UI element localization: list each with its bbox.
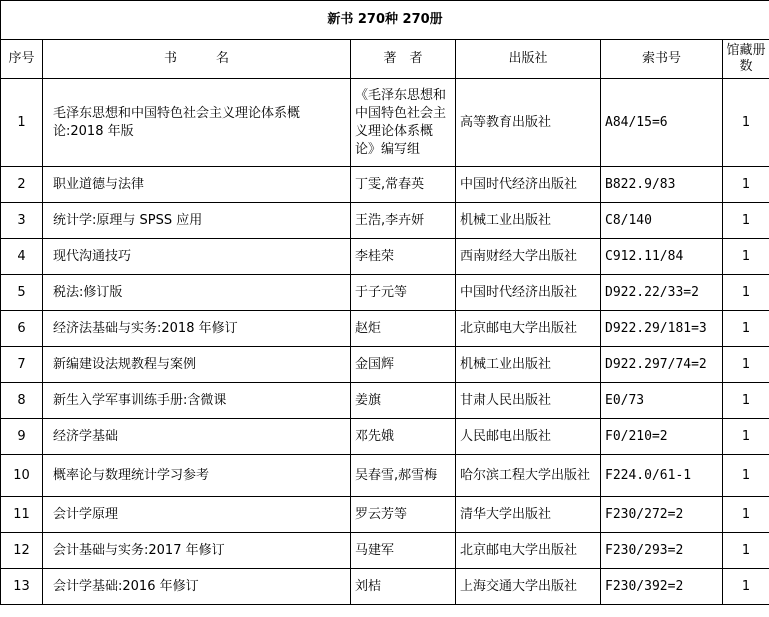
call-number: B822.9/83 (601, 167, 723, 203)
call-number: F230/293=2 (601, 533, 723, 569)
copies-count: 1 (723, 239, 769, 275)
call-number: D922.22/33=2 (601, 275, 723, 311)
book-publisher: 人民邮电出版社 (456, 419, 601, 455)
row-number: 3 (1, 203, 43, 239)
row-number: 1 (1, 79, 43, 167)
call-number: F230/272=2 (601, 497, 723, 533)
row-number: 6 (1, 311, 43, 347)
copies-count: 1 (723, 203, 769, 239)
row-number: 10 (1, 455, 43, 497)
book-title: 概率论与数理统计学习参考 (43, 455, 351, 497)
book-author: 吴春雪,郝雪梅 (351, 455, 456, 497)
table-row (1, 383, 769, 419)
row-number: 9 (1, 419, 43, 455)
row-number: 12 (1, 533, 43, 569)
book-author: 王浩,李卉妍 (351, 203, 456, 239)
book-publisher: 中国时代经济出版社 (456, 275, 601, 311)
row-number: 5 (1, 275, 43, 311)
book-title: 会计学原理 (43, 497, 351, 533)
book-title: 新编建设法规教程与案例 (43, 347, 351, 383)
copies-count: 1 (723, 419, 769, 455)
copies-count: 1 (723, 167, 769, 203)
book-publisher: 机械工业出版社 (456, 347, 601, 383)
row-number: 11 (1, 497, 43, 533)
call-number: C8/140 (601, 203, 723, 239)
call-number: F0/210=2 (601, 419, 723, 455)
table-row (1, 455, 769, 497)
book-title: 毛泽东思想和中国特色社会主义理论体系概论:2018 年版 (43, 79, 351, 167)
book-author: 《毛泽东思想和中国特色社会主义理论体系概论》编写组 (351, 79, 456, 167)
book-publisher: 机械工业出版社 (456, 203, 601, 239)
table-row (1, 203, 769, 239)
header-row (1, 40, 769, 79)
book-title: 会计学基础:2016 年修订 (43, 569, 351, 605)
row-number: 13 (1, 569, 43, 605)
header-author: 著 者 (351, 40, 456, 79)
book-title: 新生入学军事训练手册:含微课 (43, 383, 351, 419)
header-publisher: 出版社 (456, 40, 601, 79)
book-publisher: 高等教育出版社 (456, 79, 601, 167)
book-title: 职业道德与法律 (43, 167, 351, 203)
book-author: 马建军 (351, 533, 456, 569)
table-row (1, 497, 769, 533)
book-author: 邓先娥 (351, 419, 456, 455)
table-row (1, 311, 769, 347)
book-title: 经济学基础 (43, 419, 351, 455)
book-title: 统计学:原理与 SPSS 应用 (43, 203, 351, 239)
book-author: 姜旗 (351, 383, 456, 419)
book-publisher: 中国时代经济出版社 (456, 167, 601, 203)
header-copies: 馆藏册数 (723, 40, 769, 79)
book-title: 税法:修订版 (43, 275, 351, 311)
book-publisher: 甘肃人民出版社 (456, 383, 601, 419)
book-publisher: 西南财经大学出版社 (456, 239, 601, 275)
row-number: 4 (1, 239, 43, 275)
header-call-number: 索书号 (601, 40, 723, 79)
copies-count: 1 (723, 497, 769, 533)
call-number: F230/392=2 (601, 569, 723, 605)
book-author: 李桂荣 (351, 239, 456, 275)
header-title: 书 名 (43, 40, 351, 79)
copies-count: 1 (723, 569, 769, 605)
book-author: 丁雯,常春英 (351, 167, 456, 203)
row-number: 7 (1, 347, 43, 383)
copies-count: 1 (723, 383, 769, 419)
book-publisher: 清华大学出版社 (456, 497, 601, 533)
book-author: 金国辉 (351, 347, 456, 383)
book-author: 刘桔 (351, 569, 456, 605)
book-title: 现代沟通技巧 (43, 239, 351, 275)
copies-count: 1 (723, 275, 769, 311)
table-row (1, 79, 769, 167)
copies-count: 1 (723, 455, 769, 497)
copies-count: 1 (723, 533, 769, 569)
book-title: 会计基础与实务:2017 年修订 (43, 533, 351, 569)
table-row (1, 167, 769, 203)
call-number: E0/73 (601, 383, 723, 419)
table-title: 新书 270种 270册 (1, 1, 769, 40)
table-row (1, 239, 769, 275)
book-publisher: 北京邮电大学出版社 (456, 311, 601, 347)
header-no: 序号 (1, 40, 43, 79)
row-number: 8 (1, 383, 43, 419)
table-row (1, 347, 769, 383)
call-number: F224.0/61-1 (601, 455, 723, 497)
book-publisher: 哈尔滨工程大学出版社 (456, 455, 601, 497)
copies-count: 1 (723, 311, 769, 347)
row-number: 2 (1, 167, 43, 203)
book-author: 罗云芳等 (351, 497, 456, 533)
book-publisher: 北京邮电大学出版社 (456, 533, 601, 569)
book-author: 于子元等 (351, 275, 456, 311)
table-row (1, 275, 769, 311)
call-number: D922.29/181=3 (601, 311, 723, 347)
table-row (1, 569, 769, 605)
copies-count: 1 (723, 347, 769, 383)
call-number: D922.297/74=2 (601, 347, 723, 383)
copies-count: 1 (723, 79, 769, 167)
call-number: A84/15=6 (601, 79, 723, 167)
book-author: 赵炬 (351, 311, 456, 347)
table-row (1, 419, 769, 455)
book-title: 经济法基础与实务:2018 年修订 (43, 311, 351, 347)
book-publisher: 上海交通大学出版社 (456, 569, 601, 605)
call-number: C912.11/84 (601, 239, 723, 275)
table-row (1, 533, 769, 569)
